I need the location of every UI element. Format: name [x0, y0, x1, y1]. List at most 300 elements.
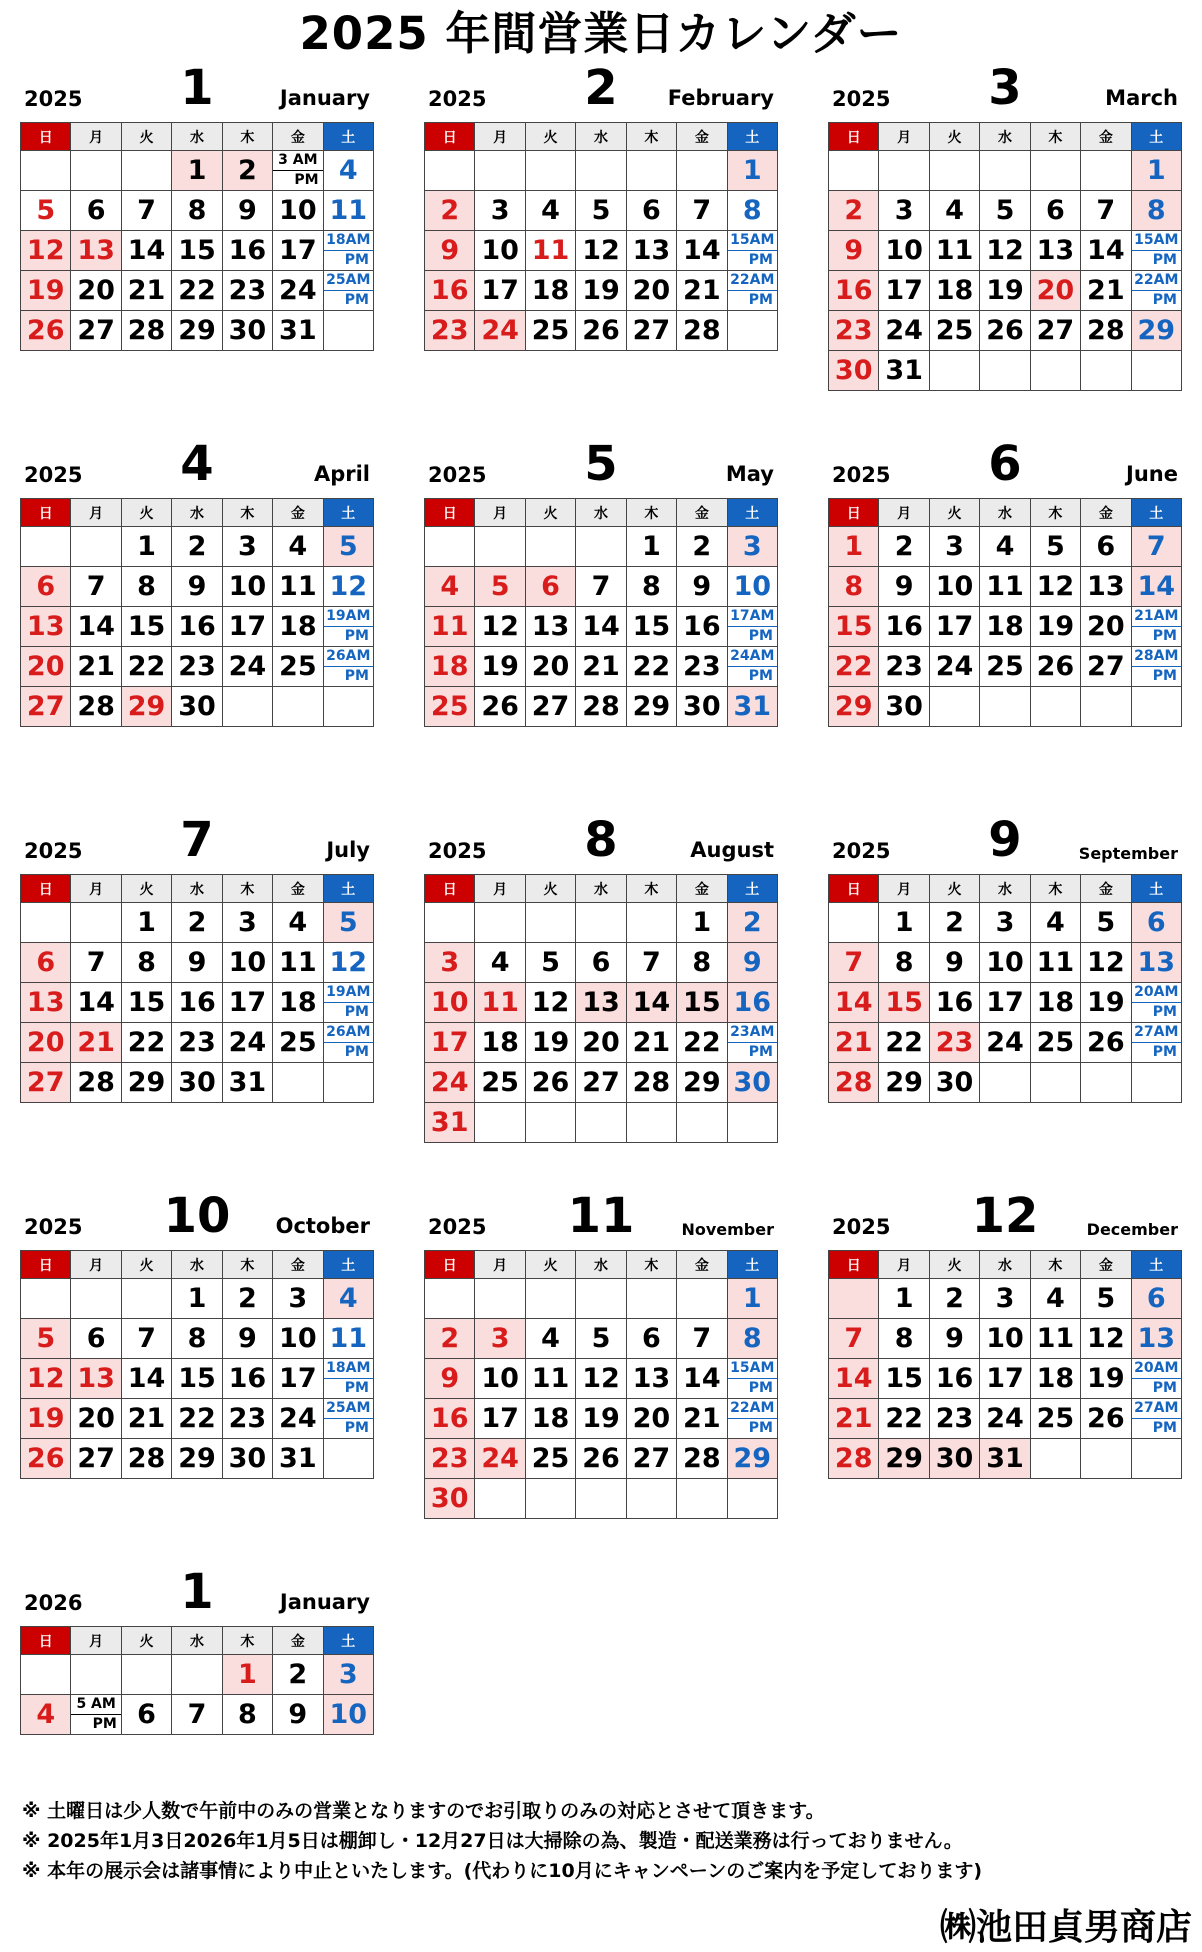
half-day-pm: PM [1152, 628, 1177, 644]
weekday-header: 日 [829, 875, 879, 903]
day-cell: 27 [576, 1063, 626, 1103]
empty-cell [525, 527, 575, 567]
day-cell: 4 [525, 191, 575, 231]
day-cell: 15 [677, 983, 727, 1023]
weekday-header: 土 [727, 499, 777, 527]
day-cell: 17 [475, 1399, 525, 1439]
day-cell: 25 [929, 311, 979, 351]
weekday-header: 土 [323, 1251, 373, 1279]
empty-cell [1131, 1439, 1181, 1479]
day-cell: 5 [21, 1319, 71, 1359]
month-name: January [279, 1590, 370, 1614]
day-cell: 5 [576, 1319, 626, 1359]
month-year: 2025 [24, 839, 83, 863]
day-cell: 6 [525, 567, 575, 607]
day-cell: 4 [323, 151, 373, 191]
day-cell: 4 [525, 1319, 575, 1359]
month-number: 4 [180, 436, 214, 492]
day-cell: 3 [273, 1279, 323, 1319]
empty-cell [525, 1279, 575, 1319]
weekday-header: 月 [879, 123, 929, 151]
day-cell: 9 [222, 191, 272, 231]
month-header [828, 1188, 1182, 1250]
half-day-am: 22AM [728, 271, 777, 291]
day-cell: 14 [677, 1359, 727, 1399]
day-cell: 9 [172, 567, 222, 607]
empty-cell [980, 687, 1030, 727]
day-cell: 30 [829, 351, 879, 391]
month-name: April [313, 462, 370, 486]
weekday-header: 土 [323, 123, 373, 151]
month-header [20, 1564, 374, 1626]
weekday-header: 土 [323, 875, 373, 903]
weekday-header: 火 [929, 1251, 979, 1279]
half-day-pm: PM [344, 292, 369, 308]
half-day-pm: PM [1152, 1004, 1177, 1020]
weekday-header: 土 [323, 1627, 373, 1655]
half-day-am: 18AM [324, 231, 373, 251]
day-cell: 21 [677, 1399, 727, 1439]
day-cell [273, 151, 323, 191]
day-cell: 2 [829, 191, 879, 231]
month-2025-7 [20, 812, 374, 1103]
day-cell: 1 [172, 1279, 222, 1319]
weekday-header: 木 [222, 1251, 272, 1279]
day-cell: 3 [879, 191, 929, 231]
half-day-am: 21AM [1132, 607, 1181, 627]
month-header [20, 436, 374, 498]
weekday-header: 水 [172, 1251, 222, 1279]
weekday-header: 日 [425, 123, 475, 151]
month-number: 1 [180, 60, 214, 116]
half-day-pm: PM [1152, 252, 1177, 268]
empty-cell [576, 1479, 626, 1519]
day-cell: 7 [1131, 527, 1181, 567]
day-cell: 13 [71, 1359, 121, 1399]
day-cell: 23 [829, 311, 879, 351]
weekday-header: 金 [1081, 123, 1131, 151]
day-cell: 21 [677, 271, 727, 311]
half-day-marker [728, 1359, 777, 1398]
day-cell: 15 [829, 607, 879, 647]
day-cell: 17 [475, 271, 525, 311]
day-cell [323, 607, 373, 647]
month-header [424, 1188, 778, 1250]
day-cell: 26 [525, 1063, 575, 1103]
day-cell: 5 [525, 943, 575, 983]
empty-cell [929, 351, 979, 391]
day-cell: 13 [71, 231, 121, 271]
day-cell: 16 [929, 983, 979, 1023]
day-cell: 30 [222, 1439, 272, 1479]
day-cell: 11 [525, 231, 575, 271]
empty-cell [71, 527, 121, 567]
half-day-pm: PM [344, 1044, 369, 1060]
half-day-pm: PM [1152, 668, 1177, 684]
day-cell: 18 [1030, 1359, 1080, 1399]
day-cell: 10 [980, 943, 1030, 983]
month-number: 9 [988, 812, 1022, 868]
month-year: 2025 [832, 1215, 891, 1239]
weekday-header: 土 [1131, 875, 1181, 903]
day-cell: 20 [21, 647, 71, 687]
day-cell: 22 [879, 1399, 929, 1439]
half-day-am: 19AM [324, 607, 373, 627]
empty-cell [475, 903, 525, 943]
weekday-header: 木 [1030, 1251, 1080, 1279]
empty-cell [829, 151, 879, 191]
day-cell: 3 [980, 1279, 1030, 1319]
month-year: 2025 [428, 839, 487, 863]
day-cell: 30 [677, 687, 727, 727]
day-cell [71, 1695, 121, 1735]
weekday-header: 火 [525, 123, 575, 151]
day-cell: 21 [121, 271, 171, 311]
weekday-header: 木 [1030, 875, 1080, 903]
day-cell: 10 [879, 231, 929, 271]
empty-cell [273, 1063, 323, 1103]
month-2025-8 [424, 812, 778, 1143]
day-cell: 13 [1030, 231, 1080, 271]
day-cell: 17 [273, 231, 323, 271]
day-cell [323, 1399, 373, 1439]
half-day-marker [324, 231, 373, 270]
day-cell: 22 [829, 647, 879, 687]
day-cell: 11 [980, 567, 1030, 607]
weekday-header: 日 [829, 1251, 879, 1279]
day-cell: 2 [929, 903, 979, 943]
half-day-marker [1132, 1399, 1181, 1438]
day-cell: 9 [273, 1695, 323, 1735]
day-cell: 14 [829, 983, 879, 1023]
day-cell: 16 [677, 607, 727, 647]
day-cell: 19 [21, 1399, 71, 1439]
half-day-marker [728, 1399, 777, 1438]
month-header [424, 812, 778, 874]
half-day-marker [324, 1399, 373, 1438]
empty-cell [425, 527, 475, 567]
empty-cell [576, 151, 626, 191]
weekday-header: 木 [222, 1627, 272, 1655]
month-2025-11 [424, 1188, 778, 1519]
day-cell: 15 [172, 1359, 222, 1399]
day-cell: 7 [829, 1319, 879, 1359]
day-cell: 12 [323, 943, 373, 983]
half-day-pm: PM [748, 628, 773, 644]
day-cell: 25 [273, 1023, 323, 1063]
day-cell: 20 [576, 1023, 626, 1063]
day-cell: 7 [626, 943, 676, 983]
month-year: 2025 [24, 463, 83, 487]
month-year: 2025 [24, 87, 83, 111]
half-day-am: 19AM [324, 983, 373, 1003]
day-cell: 2 [172, 527, 222, 567]
day-cell [727, 607, 777, 647]
day-cell: 5 [1030, 527, 1080, 567]
day-cell: 12 [323, 567, 373, 607]
day-cell: 20 [626, 1399, 676, 1439]
day-cell: 23 [425, 311, 475, 351]
weekday-header: 水 [172, 123, 222, 151]
day-cell: 19 [1081, 983, 1131, 1023]
day-cell: 5 [323, 527, 373, 567]
month-2025-12 [828, 1188, 1182, 1479]
month-number: 7 [180, 812, 214, 868]
day-cell: 17 [425, 1023, 475, 1063]
day-cell: 7 [121, 191, 171, 231]
month-header [828, 812, 1182, 874]
day-cell: 6 [71, 1319, 121, 1359]
month-name: March [1105, 86, 1178, 110]
day-cell: 23 [222, 271, 272, 311]
empty-cell [1131, 687, 1181, 727]
day-cell: 9 [829, 231, 879, 271]
day-cell: 3 [475, 191, 525, 231]
day-cell: 14 [71, 983, 121, 1023]
half-day-am: 28AM [1132, 647, 1181, 667]
empty-cell [626, 903, 676, 943]
month-table [20, 874, 374, 1103]
day-cell: 14 [829, 1359, 879, 1399]
day-cell [323, 271, 373, 311]
month-header [20, 60, 374, 122]
weekday-header: 日 [425, 875, 475, 903]
weekday-header: 火 [525, 875, 575, 903]
day-cell: 26 [1081, 1023, 1131, 1063]
weekday-header: 木 [222, 875, 272, 903]
empty-cell [21, 527, 71, 567]
day-cell: 24 [980, 1023, 1030, 1063]
half-day-marker [728, 271, 777, 310]
half-day-am: 22AM [1132, 271, 1181, 291]
month-table [828, 874, 1182, 1103]
day-cell [727, 1023, 777, 1063]
day-cell: 19 [980, 271, 1030, 311]
day-cell: 2 [222, 151, 272, 191]
day-cell: 21 [626, 1023, 676, 1063]
empty-cell [71, 1279, 121, 1319]
weekday-header: 土 [727, 875, 777, 903]
day-cell: 29 [829, 687, 879, 727]
day-cell: 13 [576, 983, 626, 1023]
day-cell: 5 [980, 191, 1030, 231]
half-day-pm: PM [344, 628, 369, 644]
empty-cell [1081, 1063, 1131, 1103]
day-cell: 10 [980, 1319, 1030, 1359]
weekday-header: 月 [879, 499, 929, 527]
day-cell: 1 [727, 1279, 777, 1319]
day-cell: 11 [273, 943, 323, 983]
month-table [20, 1250, 374, 1479]
day-cell: 28 [576, 687, 626, 727]
day-cell: 30 [929, 1063, 979, 1103]
empty-cell [829, 903, 879, 943]
day-cell: 25 [273, 647, 323, 687]
day-cell: 23 [222, 1399, 272, 1439]
day-cell: 28 [829, 1063, 879, 1103]
day-cell: 27 [525, 687, 575, 727]
weekday-header: 木 [1030, 123, 1080, 151]
half-day-marker [1132, 1023, 1181, 1062]
half-day-pm: PM [748, 252, 773, 268]
day-cell: 30 [727, 1063, 777, 1103]
day-cell: 24 [879, 311, 929, 351]
empty-cell [425, 903, 475, 943]
day-cell: 8 [677, 943, 727, 983]
day-cell: 22 [626, 647, 676, 687]
day-cell: 20 [1030, 271, 1080, 311]
day-cell: 31 [980, 1439, 1030, 1479]
day-cell: 26 [21, 1439, 71, 1479]
day-cell: 11 [929, 231, 979, 271]
empty-cell [727, 1479, 777, 1519]
day-cell: 10 [222, 567, 272, 607]
day-cell: 29 [172, 311, 222, 351]
day-cell: 15 [172, 231, 222, 271]
month-header [20, 1188, 374, 1250]
weekday-header: 金 [1081, 1251, 1131, 1279]
day-cell: 7 [121, 1319, 171, 1359]
half-day-pm: PM [748, 1044, 773, 1060]
day-cell: 12 [576, 231, 626, 271]
day-cell: 7 [677, 1319, 727, 1359]
day-cell: 8 [727, 1319, 777, 1359]
day-cell: 12 [21, 1359, 71, 1399]
day-cell: 17 [222, 607, 272, 647]
empty-cell [71, 151, 121, 191]
half-day-am: 26AM [324, 1023, 373, 1043]
day-cell: 29 [121, 1063, 171, 1103]
empty-cell [1131, 1063, 1181, 1103]
day-cell: 1 [677, 903, 727, 943]
day-cell [1131, 647, 1181, 687]
day-cell: 23 [879, 647, 929, 687]
day-cell: 27 [21, 1063, 71, 1103]
weekday-header: 金 [677, 1251, 727, 1279]
day-cell: 17 [273, 1359, 323, 1399]
empty-cell [1131, 351, 1181, 391]
day-cell: 19 [1030, 607, 1080, 647]
day-cell: 10 [475, 231, 525, 271]
day-cell: 17 [980, 983, 1030, 1023]
weekday-header: 水 [172, 499, 222, 527]
note-2: ※ 2025年1月3日2026年1月5日は棚卸し・12月27日は大掃除の為、製造・配送業務は行っておりません。 [22, 1830, 963, 1852]
month-number: 6 [988, 436, 1022, 492]
day-cell: 13 [21, 983, 71, 1023]
empty-cell [677, 1479, 727, 1519]
day-cell: 30 [222, 311, 272, 351]
empty-cell [323, 311, 373, 351]
empty-cell [21, 1279, 71, 1319]
half-day-pm: PM [748, 668, 773, 684]
day-cell: 24 [222, 647, 272, 687]
half-day-pm: PM [1152, 1420, 1177, 1436]
half-day-pm: PM [92, 1716, 117, 1732]
day-cell: 27 [71, 311, 121, 351]
day-cell: 19 [475, 647, 525, 687]
weekday-header: 日 [425, 1251, 475, 1279]
weekday-header: 火 [929, 499, 979, 527]
weekday-header: 金 [1081, 499, 1131, 527]
day-cell: 13 [626, 231, 676, 271]
day-cell: 4 [475, 943, 525, 983]
day-cell: 6 [1030, 191, 1080, 231]
day-cell: 9 [677, 567, 727, 607]
empty-cell [626, 1103, 676, 1143]
month-2025-1 [20, 60, 374, 351]
empty-cell [626, 1279, 676, 1319]
month-table [20, 1626, 374, 1735]
day-cell: 1 [172, 151, 222, 191]
day-cell: 5 [475, 567, 525, 607]
day-cell: 31 [425, 1103, 475, 1143]
empty-cell [21, 1655, 71, 1695]
half-day-am: 5 AM [71, 1695, 120, 1715]
day-cell: 25 [425, 687, 475, 727]
day-cell: 8 [1131, 191, 1181, 231]
empty-cell [1030, 1439, 1080, 1479]
day-cell: 6 [21, 567, 71, 607]
empty-cell [71, 1655, 121, 1695]
day-cell [727, 231, 777, 271]
weekday-header: 水 [576, 123, 626, 151]
day-cell: 14 [1081, 231, 1131, 271]
day-cell: 4 [425, 567, 475, 607]
day-cell: 11 [475, 983, 525, 1023]
empty-cell [626, 1479, 676, 1519]
month-table [828, 498, 1182, 727]
day-cell: 5 [323, 903, 373, 943]
day-cell: 16 [929, 1359, 979, 1399]
empty-cell [425, 1279, 475, 1319]
day-cell: 21 [121, 1399, 171, 1439]
day-cell: 8 [222, 1695, 272, 1735]
day-cell: 24 [425, 1063, 475, 1103]
empty-cell [980, 1063, 1030, 1103]
day-cell: 21 [71, 1023, 121, 1063]
month-table [20, 498, 374, 727]
day-cell: 3 [475, 1319, 525, 1359]
weekday-header: 水 [576, 875, 626, 903]
day-cell: 29 [1131, 311, 1181, 351]
weekday-header: 木 [626, 499, 676, 527]
day-cell: 27 [1030, 311, 1080, 351]
day-cell: 18 [273, 983, 323, 1023]
month-2025-5 [424, 436, 778, 727]
weekday-header: 水 [576, 1251, 626, 1279]
half-day-marker [324, 647, 373, 686]
weekday-header: 日 [425, 499, 475, 527]
day-cell: 23 [929, 1399, 979, 1439]
day-cell: 28 [677, 311, 727, 351]
month-header [20, 812, 374, 874]
day-cell: 10 [273, 1319, 323, 1359]
day-cell: 19 [1081, 1359, 1131, 1399]
half-day-marker [1132, 1359, 1181, 1398]
half-day-pm: PM [1152, 1044, 1177, 1060]
day-cell [1131, 607, 1181, 647]
day-cell: 11 [273, 567, 323, 607]
day-cell: 8 [172, 191, 222, 231]
empty-cell [677, 151, 727, 191]
weekday-header: 水 [980, 123, 1030, 151]
empty-cell [576, 1279, 626, 1319]
month-number: 12 [971, 1188, 1039, 1244]
day-cell [727, 1399, 777, 1439]
weekday-header: 日 [21, 123, 71, 151]
day-cell: 7 [71, 567, 121, 607]
month-name: October [275, 1214, 370, 1238]
